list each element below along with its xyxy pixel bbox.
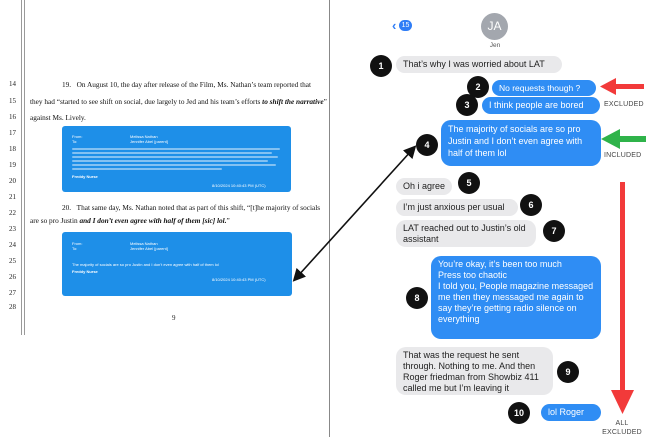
line-number: 19	[9, 161, 16, 169]
line-number: 20	[9, 177, 16, 185]
message-number-marker: 1	[370, 55, 392, 77]
link-arrow	[297, 150, 412, 277]
exhibit-to-label: To:	[72, 246, 78, 251]
exhibit-from: Melissa Nathan	[130, 241, 158, 246]
message-number-marker: 3	[456, 94, 478, 116]
line-number: 23	[9, 225, 16, 233]
unread-count-badge: 15	[399, 20, 412, 31]
message-number-marker: 8	[406, 287, 428, 309]
line-number: 14	[9, 80, 16, 88]
exhibit-body: The majority of socials are so pro Justin and I don’t even agree with half of them lol	[72, 262, 219, 267]
exhibit-to: Jennifer Abel [parent]	[130, 246, 168, 251]
message-bubble-outgoing[interactable]: lol Roger	[541, 404, 601, 421]
line-number: 16	[9, 113, 16, 121]
line-number: 22	[9, 209, 16, 217]
exhibit-to: Jennifer Abel [parent]	[130, 139, 168, 144]
paragraph-19-line-1: 19. On August 10, the day after release of the Film, Ms. Nathan’s team reported that	[62, 80, 312, 89]
message-bubble-incoming[interactable]: That was the request he sent through. Nothing to me. And then Roger friedman from Showbiz 411 called me but I’m leaving it	[396, 347, 553, 395]
message-number-marker: 5	[458, 172, 480, 194]
paragraph-19-line-3: against Ms. Lively.	[30, 113, 86, 122]
message-bubble-outgoing[interactable]: You’re okay, it’s been too much Press too chaotic I told you, People magazine messaged me then they messaged me again to say they’re getting radio silence on everything	[431, 256, 601, 339]
message-number-marker: 9	[557, 361, 579, 383]
paragraph-20-line-2: are so pro Justin and I don’t even agree with half of them [sic] lol.”	[30, 216, 230, 225]
line-number: 21	[9, 193, 16, 201]
exhibit-from-label: From:	[72, 134, 83, 139]
contact-name[interactable]: Jen	[489, 42, 501, 49]
message-number-marker: 7	[543, 220, 565, 242]
excluded-arrow	[600, 78, 644, 95]
message-number-marker: 10	[508, 402, 530, 424]
exhibit-sender: Freddy Nurse	[72, 174, 98, 179]
exhibit-timestamp: 8/10/2024 10:40:43 PM (UTC)	[212, 277, 266, 282]
message-bubble-incoming[interactable]: I’m just anxious per usual	[396, 199, 518, 216]
message-number-marker: 4	[416, 134, 438, 156]
line-number: 26	[9, 273, 16, 281]
line-number: 17	[9, 129, 16, 137]
all-excluded-label-line-1: ALL	[615, 420, 629, 427]
line-number: 24	[9, 241, 16, 249]
all-excluded-label-line-2: EXCLUDED	[602, 429, 642, 436]
message-number-marker: 2	[467, 76, 489, 98]
included-label: INCLUDED	[604, 152, 642, 159]
message-bubble-outgoing[interactable]: I think people are bored	[482, 97, 600, 114]
included-arrow	[601, 129, 646, 149]
excluded-label: EXCLUDED	[604, 101, 644, 108]
exhibit-sender: Freddy Nurse	[72, 269, 98, 274]
exhibit-timestamp: 8/10/2024 10:40:43 PM (UTC)	[212, 183, 266, 188]
all-excluded-arrow	[611, 182, 634, 414]
exhibit-from-label: From:	[72, 241, 83, 246]
page-number: 9	[172, 314, 176, 322]
chevron-left-icon: ‹	[392, 18, 397, 33]
exhibit-to-label: To:	[72, 139, 78, 144]
message-bubble-outgoing[interactable]: No requests though ?	[492, 80, 596, 96]
message-bubble-incoming[interactable]: LAT reached out to Justin’s old assistant	[396, 220, 536, 247]
line-number: 28	[9, 303, 16, 311]
paragraph-20-line-1: 20. That same day, Ms. Nathan noted that as part of this shift, “[t]he majority of socials	[62, 203, 321, 212]
line-number: 27	[9, 289, 16, 297]
line-number: 25	[9, 257, 16, 265]
line-number: 15	[9, 97, 16, 105]
message-number-marker: 6	[520, 194, 542, 216]
contact-avatar[interactable]: JA	[481, 13, 508, 40]
line-number: 18	[9, 145, 16, 153]
message-bubble-incoming[interactable]: Oh i agree	[396, 178, 452, 195]
message-bubble-outgoing-highlighted[interactable]: The majority of socials are so pro Justin and I don’t even agree with half of them lol	[441, 120, 601, 166]
exhibit-from: Melissa Nathan	[130, 134, 158, 139]
paragraph-19-line-2: they had “started to see shift on social, due largely to Jed and his team’s efforts to shift the narrative”	[30, 97, 327, 106]
message-bubble-incoming[interactable]: That’s why I was worried about LAT	[396, 56, 562, 73]
